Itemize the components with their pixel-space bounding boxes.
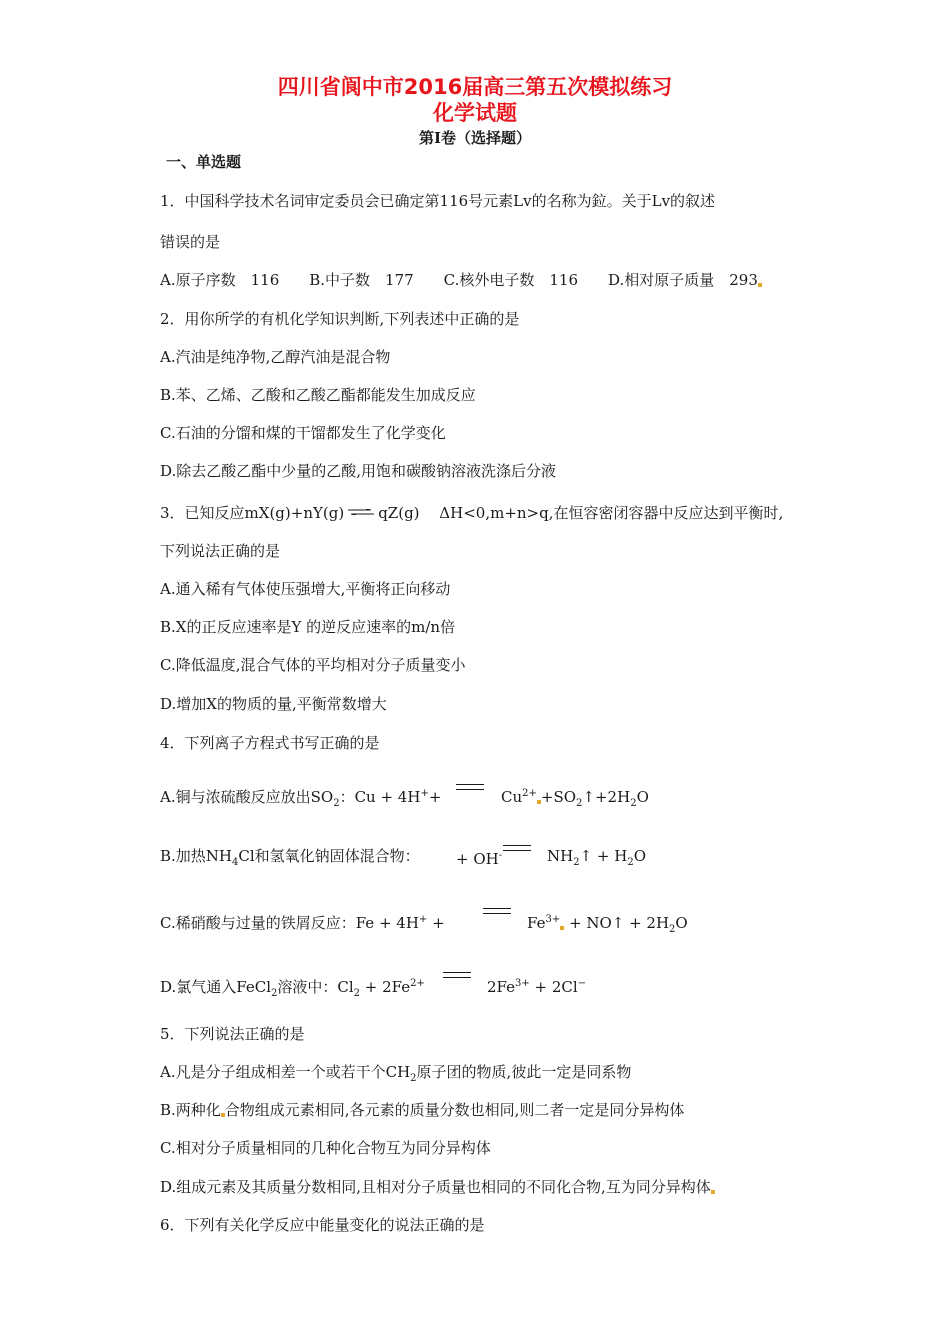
q4-option-b-reactant (456, 847, 502, 868)
q4a-sub3: 2 (630, 798, 637, 809)
q4c-text3: Fe (527, 914, 546, 932)
section-heading: 一、单选题 (166, 153, 242, 171)
q4b-text3: + OH (456, 850, 499, 868)
q4d-text5: + 2Cl (529, 978, 578, 996)
q3-option-a: A.通入稀有气体使压强增大,平衡将正向移动 (160, 580, 451, 598)
q5a-text1: A.凡是分子组成相差一个或若干个CH (160, 1063, 411, 1081)
q5a-text2: 原子团的物质,彼此一定是同系物 (416, 1063, 632, 1081)
q5-option-a (160, 1063, 631, 1088)
q5-option-c: C.相对分子质量相同的几种化合物互为同分异构体 (160, 1139, 491, 1157)
q4a-text7: O (636, 788, 649, 806)
q4c-sup1: + (418, 914, 428, 925)
q4a-sub2: 2 (576, 798, 583, 809)
q4a-text6: ↑+2H (582, 788, 631, 806)
q1-stem-cont: 错误的是 (160, 233, 221, 251)
q3-stem-cont: 下列说法正确的是 (160, 542, 281, 560)
q4d-text4: 2Fe (487, 978, 516, 996)
q4a-sub1: 2 (333, 798, 340, 809)
q4a-text5: +SO (540, 788, 577, 806)
equals-sign-icon (483, 908, 511, 914)
q4c-text5: O (675, 914, 688, 932)
q5b-text1: B.两种化 (160, 1101, 221, 1119)
q1-stem: 1．中国科学技术名词审定委员会已确定第116号元素Lv的名称为鉝。关于Lv的叙述 (160, 192, 716, 210)
q4-option-c-product (527, 911, 688, 939)
q4a-text4: Cu (501, 788, 523, 806)
q4c-sub1: 2 (669, 924, 676, 935)
q3-option-b: B.X的正反应速率是Y 的逆反应速率的m/n倍 (160, 618, 456, 636)
q4d-sup1: 2+ (410, 978, 425, 989)
q5b-text2: 合物组成元素相同,各元素的质量分数也相同,则二者一定是同分异构体 (224, 1101, 685, 1119)
q4d-text2: 溶液中：Cl (277, 978, 354, 996)
edit-mark (758, 283, 762, 287)
q4c-text1: C.稀硝酸与过量的铁屑反应：Fe + 4H (160, 914, 419, 932)
q5a-sub1: 2 (410, 1073, 417, 1084)
q4b-text4: NH (547, 847, 574, 865)
q4d-sub2: 2 (353, 988, 361, 999)
q4b-sup1: - (498, 850, 503, 861)
q1-options-text: A.原子序数 116 B.中子数 177 C.核外电子数 116 D.相对原子质量 293 (160, 271, 758, 289)
q4d-sup2: 3+ (515, 978, 530, 989)
q4-option-b-product (547, 847, 646, 872)
q5-option-d (160, 1178, 715, 1196)
q2-option-c: C.石油的分馏和煤的干馏都发生了化学变化 (160, 424, 446, 442)
q4d-text1: D.氯气通入FeCl (160, 978, 271, 996)
q3-stem-pre: 3．已知反应mX(g)+nY(g) (160, 504, 345, 522)
q2-stem: 2．用你所学的有机化学知识判断,下列表述中正确的是 (160, 310, 520, 328)
q5d-text: D.组成元素及其质量分数相同,且相对分子质量也相同的不同化合物,互为同分异构体 (160, 1178, 711, 1196)
q4a-text1: A.铜与浓硫酸反应放出SO (160, 788, 334, 806)
q4b-sub2: 2 (573, 857, 580, 868)
equals-sign-icon (456, 784, 484, 790)
q4b-sub3: 2 (627, 857, 634, 868)
q4-option-d (160, 975, 425, 1003)
q4a-text2: ：Cu + 4H (339, 788, 421, 806)
q4-stem: 4．下列离子方程式书写正确的是 (160, 734, 380, 752)
q4b-text2: Cl和氢氧化钠固体混合物： (238, 847, 420, 865)
q4a-text3: + (428, 788, 442, 806)
q2-option-b: B.苯、乙烯、乙酸和乙酸乙酯都能发生加成反应 (160, 386, 476, 404)
equilibrium-arrow-icon (348, 501, 374, 507)
q4-option-a (160, 785, 441, 813)
q4-option-c (160, 911, 445, 932)
equals-sign-icon (503, 845, 531, 851)
part-heading: 第Ⅰ卷（选择题） (418, 129, 532, 147)
q3-option-d: D.增加X的物质的量,平衡常数增大 (160, 695, 387, 713)
q4-option-d-product (487, 975, 586, 996)
q2-option-a: A.汽油是纯净物,乙醇汽油是混合物 (160, 348, 391, 366)
q5-stem: 5．下列说法正确的是 (160, 1025, 305, 1043)
q6-stem: 6．下列有关化学反应中能量变化的说法正确的是 (160, 1216, 485, 1234)
equals-sign-icon (443, 972, 471, 978)
q3-stem (160, 501, 783, 522)
q4-option-b (160, 847, 420, 872)
q3-option-c: C.降低温度,混合气体的平均相对分子质量变小 (160, 656, 466, 674)
q4c-text2: + (427, 914, 445, 932)
exam-title-line2: 化学试题 (433, 101, 517, 125)
q4a-sup2: 2+ (522, 788, 537, 799)
q4b-text5: ↑ + H (579, 847, 628, 865)
q4c-text4: + NO↑ + 2H (564, 914, 670, 932)
q4d-text3: + 2Fe (360, 978, 411, 996)
q4b-text6: O (633, 847, 647, 865)
q4b-sub1: 4 (232, 857, 239, 868)
q4-option-a-product (501, 785, 649, 813)
q2-option-d: D.除去乙酸乙酯中少量的乙酸,用饱和碳酸钠溶液洗涤后分液 (160, 462, 557, 480)
q4a-sup1: + (420, 788, 429, 799)
q4b-text1: B.加热NH (160, 847, 232, 865)
q4d-sub1: 2 (271, 988, 278, 999)
q1-options (160, 271, 762, 289)
q3-stem-post: qZ(g) ΔH<0,m+n>q,在恒容密闭容器中反应达到平衡时, (378, 504, 784, 522)
exam-title-line1: 四川省阆中市2016届高三第五次模拟练习 (277, 75, 673, 99)
q4d-sup3: − (577, 978, 587, 989)
q4c-sup2: 3+ (545, 914, 561, 925)
q5-option-b (160, 1101, 684, 1119)
edit-mark (711, 1190, 715, 1194)
